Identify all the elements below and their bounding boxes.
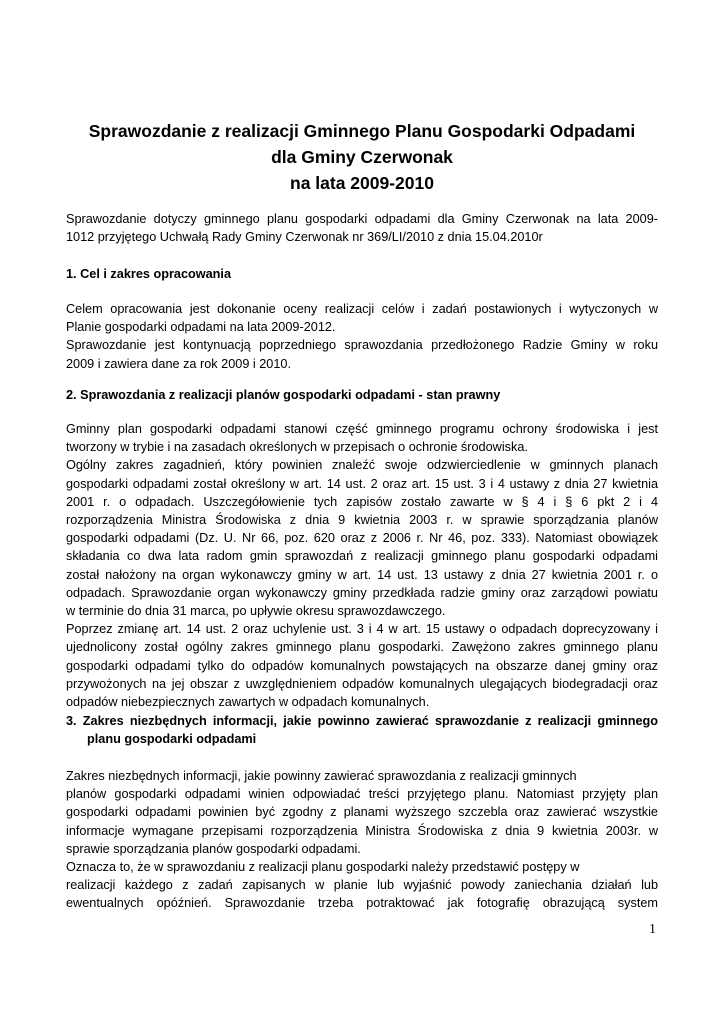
- text-line: Poprzez zmianę art. 14 ust. 2 oraz uchylenie ust. 3 i 4 w art. 15 ustawy o odpadach doprecyzowany i: [66, 622, 658, 637]
- text-line: 2009 i zawiera dane za rok 2009 i 2010.: [66, 356, 292, 371]
- text-line: przywożonych na jej obszar z uwzględnieniem odpadów komunalnych ulegających biodegradacji oraz: [66, 676, 658, 691]
- document-title-line-1: Sprawozdanie z realizacji Gminnego Planu Gospodarki Odpadami: [88, 121, 636, 141]
- text-line: 2001 r. o odpadach. Uszczegółowienie tych zapisów zostało zawarte w § 4 i § 6 pkt 2 i 4: [66, 494, 658, 509]
- text-line: realizacji każdego z zadań zapisanych w planie lub wyjaśnić powody zaniechania działań lub: [66, 878, 658, 893]
- section-1-heading: 1. Cel i zakres opracowania: [66, 267, 232, 281]
- text-line: w terminie do dnia 31 marca, po upływie okresu sprawozdawczego.: [66, 604, 446, 619]
- text-line: Gminny plan gospodarki odpadami stanowi część gminnego programu ochrony środowiska i jest: [66, 422, 658, 436]
- text-line: gospodarki odpadami został określony w art. 14 ust. 2 oraz art. 15 ust. 3 i 4 ustawy z dnia 27 kwietnia: [66, 476, 658, 491]
- text-line: gospodarki odpadami (Dz. U. Nr 66, poz. 620 oraz z 2006 r. Nr 46, poz. 333). Natomiast obowiązek: [66, 531, 658, 546]
- section-3-heading: [66, 712, 658, 748]
- text-line: odpadów niebezpiecznych zawartych w odpadach komunalnych.: [66, 695, 430, 710]
- text-line: Sprawozdanie jest kontynuacją poprzedniego sprawozdania przedłożonego Radzie Gminy w roku: [66, 338, 658, 353]
- text-line: Zakres niezbędnych informacji, jakie powinny zawierać sprawozdania z realizacji gminnych: [66, 769, 577, 783]
- text-line: gospodarki odpadami tylko do odpadów komunalnych powstających na obszarze danej gminy oraz: [66, 658, 658, 673]
- text-line: został nałożony na organ wykonawczy gminy w art. 14 ust. 13 ustawy z dnia 27 kwietnia 2001 r. o: [66, 567, 658, 582]
- text-line: Sprawozdanie dotyczy gminnego planu gospodarki odpadami dla Gminy Czerwonak na lata 2009-: [66, 212, 658, 226]
- text-line: ujednolicony został ogólny zakres gminnego planu gospodarki. Zawężono zakres gminnego planu: [66, 640, 658, 655]
- text-line: gospodarki odpadami powinien być zgodny z planami wyższego szczebla oraz zawierać wszystkie: [66, 805, 658, 820]
- document-title-line-2: dla Gminy Czerwonak: [271, 147, 453, 167]
- section-3-paragraph: [66, 767, 658, 913]
- text-line: Planie gospodarki odpadami na lata 2009-2012.: [66, 320, 336, 335]
- intro-paragraph: [66, 210, 658, 246]
- text-line: składania co dwa lata radom gmin sprawozdań z realizacji gminnego planu gospodarki odpadami: [66, 549, 658, 564]
- text-line: odpadach. Sprawozdanie organ wykonawczy gminy przedkłada radzie gminy oraz zarządowi powiatu: [66, 585, 658, 600]
- text-line: tworzony w trybie i na zasadach określonych w przepisach o ochronie środowiska.: [66, 440, 528, 455]
- text-line: planów gospodarki odpadami winien odpowiadać treści przyjętego planu. Natomiast przyjęty plan: [66, 787, 658, 802]
- text-line: Ogólny zakres zagadnień, który powinien znaleźć swoje odzwierciedlenie w gminnych planach: [66, 458, 658, 473]
- text-line: informacje wymagane przepisami rozporządzenia Ministra Środowiska z dnia 9 kwietnia 2003r. w: [66, 823, 658, 838]
- text-line: ewentualnych opóźnień. Sprawozdanie trzeba potraktować jak fotografię obrazującą system: [66, 896, 658, 911]
- text-line: Celem opracowania jest dokonanie oceny realizacji celów i zadań postawionych i wytyczonych w: [66, 302, 658, 316]
- section-1-paragraph: [66, 300, 658, 373]
- text-line: sprawie sporządzania planów gospodarki odpadami.: [66, 841, 361, 856]
- section-3-heading-line-1: 3. Zakres niezbędnych informacji, jakie powinno zawierać sprawozdanie z realizacji gminnego: [66, 714, 658, 728]
- section-3-heading-line-2: planu gospodarki odpadami: [87, 732, 257, 746]
- page-number: 1: [649, 922, 656, 937]
- document-title-line-3: na lata 2009-2010: [290, 173, 434, 193]
- text-line: rozporządzenia Ministra Środowiska z dnia 9 kwietnia 2003 r. w sprawie sporządzania planów: [66, 513, 658, 528]
- section-2-paragraph: [66, 420, 658, 711]
- section-2-heading: 2. Sprawozdania z realizacji planów gospodarki odpadami - stan prawny: [66, 388, 501, 402]
- text-line: Oznacza to, że w sprawozdaniu z realizacji planu gospodarki należy przedstawić postępy w: [66, 860, 580, 875]
- text-line: 1012 przyjętego Uchwałą Rady Gminy Czerwonak nr 369/LI/2010 z dnia 15.04.2010r: [66, 230, 543, 245]
